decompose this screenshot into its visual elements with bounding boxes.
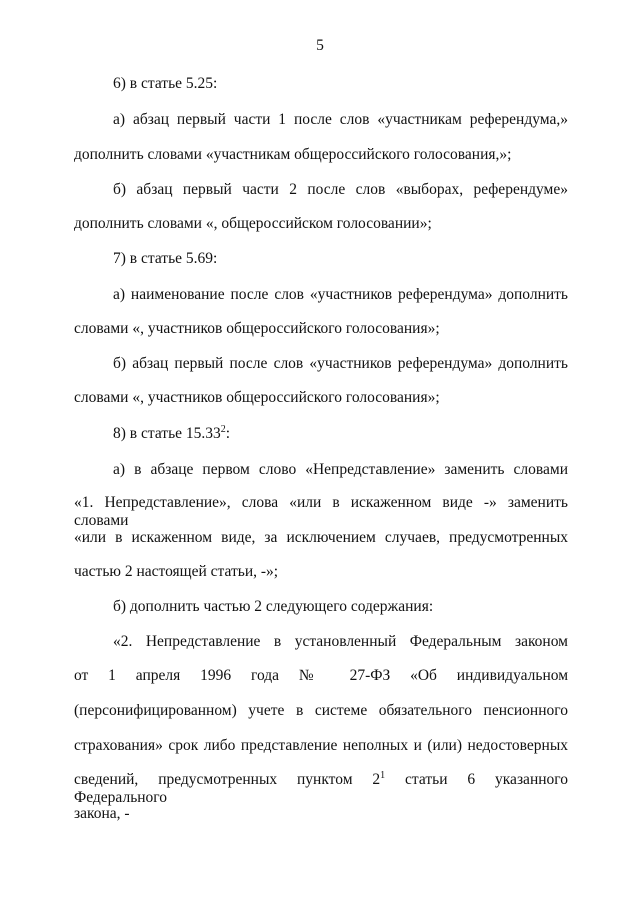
paragraph-line: страхования» срок либо представление неполных и (или) недостоверных (74, 737, 568, 754)
paragraph-line: дополнить словами «, общероссийском голосовании»; (74, 215, 432, 232)
paragraph-line: б) абзац первый после слов «участников референдума» дополнить (113, 355, 568, 372)
paragraph-line: закона, - (74, 805, 130, 822)
paragraph-line: словами «, участников общероссийского голосования»; (74, 320, 440, 337)
paragraph-line: б) абзац первый части 2 после слов «выборах, референдуме» (113, 181, 568, 198)
paragraph-line (113, 425, 230, 443)
page-number: 5 (316, 37, 324, 54)
paragraph-line: дополнить словами «участникам общероссийского голосования,»; (74, 146, 512, 163)
paragraph-line: «2. Непредставление в установленный Федеральным законом (113, 633, 568, 650)
paragraph-line: а) наименование после слов «участников референдума» дополнить (113, 286, 568, 303)
paragraph-line (74, 771, 568, 807)
paragraph-line: от 1 апреля 1996 года № 27-ФЗ «Об индивидуальном (74, 667, 568, 684)
paragraph-line: словами «, участников общероссийского голосования»; (74, 389, 440, 406)
paragraph-line: 6) в статье 5.25: (113, 75, 218, 92)
paragraph-line: (персонифицированном) учете в системе обязательного пенсионного (74, 702, 568, 719)
superscript: 2 (220, 424, 226, 435)
paragraph-line: «или в искаженном виде, за исключением случаев, предусмотренных (74, 529, 568, 546)
paragraph-line: а) в абзаце первом слово «Непредставление» заменить словами (113, 461, 568, 478)
line-text: сведений, предусмотренных пунктом 2 (74, 771, 381, 788)
paragraph-line: «1. Непредставление», слова «или в искаженном виде -» заменить словами (74, 494, 568, 529)
paragraph-line: 7) в статье 5.69: (113, 250, 218, 267)
line-text: статьи 6 указанного Федерального (74, 771, 569, 806)
line-text: : (225, 425, 231, 442)
paragraph-line: б) дополнить частью 2 следующего содержания: (113, 598, 434, 615)
line-text: 8) в статье 15.33 (113, 425, 221, 442)
paragraph-line: частью 2 настоящей статьи, -»; (74, 563, 279, 580)
superscript: 1 (380, 770, 386, 781)
paragraph-line: а) абзац первый части 1 после слов «участникам референдума,» (113, 111, 568, 128)
